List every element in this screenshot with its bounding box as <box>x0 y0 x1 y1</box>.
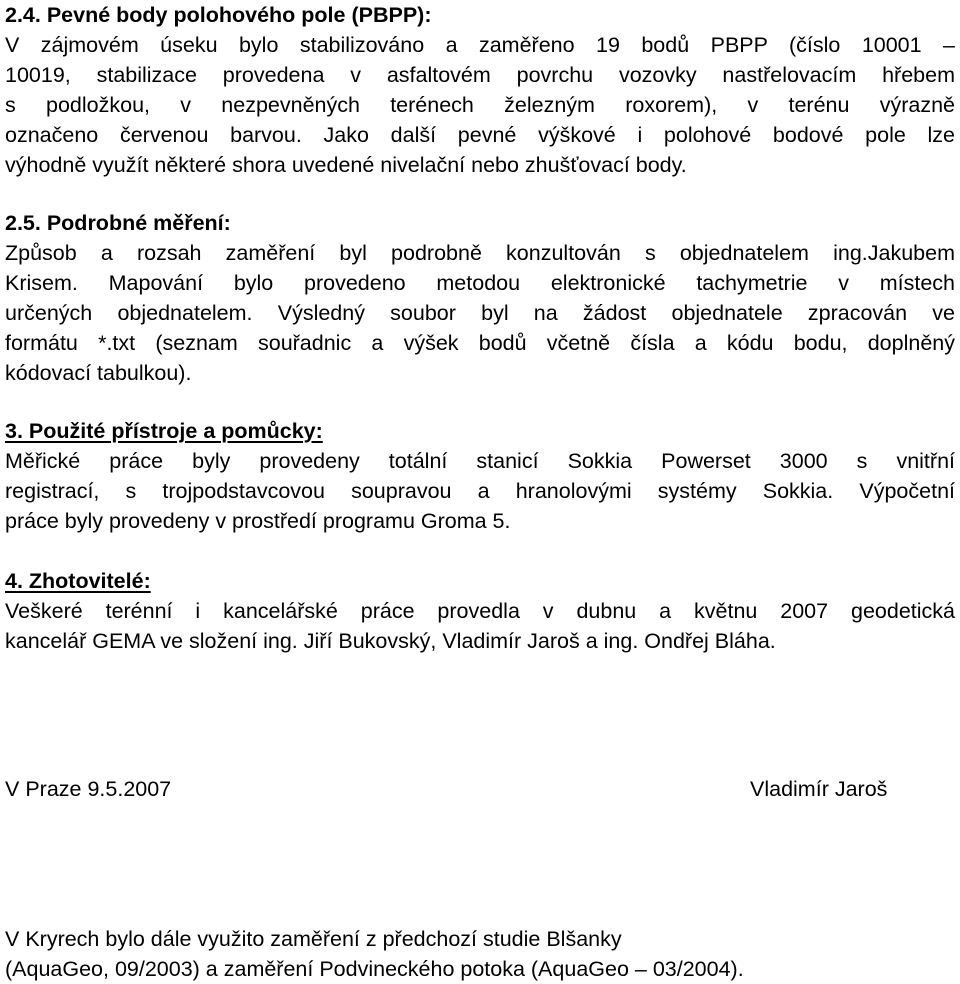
paragraph-line: V zájmovém úseku bylo stabilizováno a zaměřeno 19 bodů PBPP (číslo 10001 – <box>5 33 955 57</box>
section-heading: 2.4. Pevné body polohového pole (PBPP): <box>5 3 432 27</box>
paragraph-line: práce byly provedeny v prostředí programu Groma 5. <box>5 509 511 533</box>
paragraph-line: určených objednatelem. Výsledný soubor byl na žádost objednatele zpracován ve <box>5 301 955 325</box>
section-heading: 2.5. Podrobné měření: <box>5 211 231 235</box>
note-line: V Kryrech bylo dále využito zaměření z předchozí studie Blšanky <box>5 927 622 951</box>
paragraph-line: výhodně využít některé shora uvedené nivelační nebo zhušťovací body. <box>5 153 687 177</box>
paragraph-line: označeno červenou barvou. Jako další pevné výškové i polohové bodové pole lze <box>5 123 955 147</box>
paragraph-line: Veškeré terénní i kancelářské práce provedla v dubnu a květnu 2007 geodetická <box>5 599 955 623</box>
place-and-date: V Praze 9.5.2007 <box>5 777 172 801</box>
paragraph-line: kancelář GEMA ve složení ing. Jiří Bukovský, Vladimír Jaroš a ing. Ondřej Bláha. <box>5 629 776 653</box>
paragraph-line: s podložkou, v nezpevněných terénech železným roxorem), v terénu výrazně <box>5 93 955 117</box>
section-heading: 3. Použité přístroje a pomůcky: <box>5 419 323 443</box>
paragraph-line: 10019, stabilizace provedena v asfaltovém povrchu vozovky nastřelovacím hřebem <box>5 63 955 87</box>
paragraph-line: registrací, s trojpodstavcovou soupravou a hranolovými systémy Sokkia. Výpočetní <box>5 479 955 503</box>
paragraph-line: Způsob a rozsah zaměření byl podrobně konzultován s objednatelem ing.Jakubem <box>5 241 955 265</box>
paragraph-line: kódovací tabulkou). <box>5 361 192 385</box>
paragraph-line: Měřické práce byly provedeny totální stanicí Sokkia Powerset 3000 s vnitřní <box>5 449 955 473</box>
paragraph-line: Krisem. Mapování bylo provedeno metodou elektronické tachymetrie v místech <box>5 271 955 295</box>
section-heading: 4. Zhotovitelé: <box>5 569 151 593</box>
note-line: (AquaGeo, 09/2003) a zaměření Podvineckého potoka (AquaGeo – 03/2004). <box>5 957 744 981</box>
paragraph-line: formátu *.txt (seznam souřadnic a výšek bodů včetně čísla a kódu bodu, doplněný <box>5 331 955 355</box>
signatory-name: Vladimír Jaroš <box>750 777 888 801</box>
